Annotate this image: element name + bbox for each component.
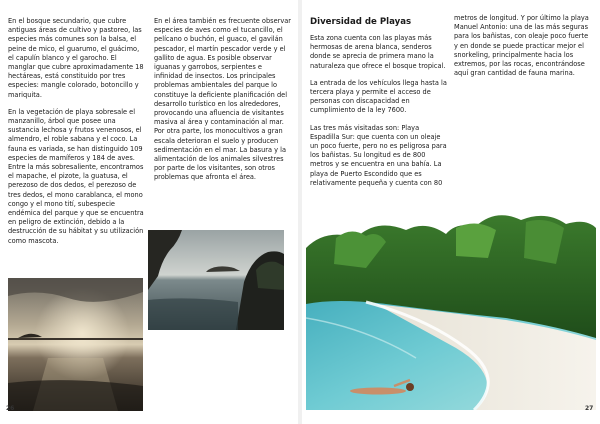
left-column-1 [8, 17, 146, 254]
right-column-1 [310, 17, 450, 196]
sunset-photo [8, 278, 143, 411]
paragraph: Esta zona cuenta con las playas más hermosas de arena blanca, senderos donde se aprecia de primera mano la naturaleza que ofrece el bosque tropical. [310, 34, 446, 70]
page-number: 26 [6, 405, 15, 412]
beach-photo [306, 208, 596, 410]
right-page [302, 0, 600, 424]
paragraph: metros de longitud. Y por último la playa Manuel Antonio: una de las más seguras para los bañistas, con oleaje poco fuerte y en donde se puede practicar mejor el snorkeling, principalmente hacia los extremos, por las rocas, encontrándose aquí gran cantidad de fauna marina. [454, 14, 589, 78]
cliff-photo [148, 230, 284, 330]
sunset-image [8, 278, 143, 411]
paragraph: En el bosque secundario, que cubre antiguas áreas de cultivo y pastoreo, las especies más comunes son la balsa, el peine de mico, el guarumo, el guácimo, el capulín blanco y el garocho. El manglar que cubre aproximadamente 18 hectáreas, está constituido por tres especies: mangle colorado, botoncillo y mariquita. [8, 17, 144, 99]
cliff-image [148, 230, 284, 330]
page-number: 27 [585, 405, 594, 412]
section-heading: Diversidad de Playas [310, 17, 412, 27]
left-page [0, 0, 298, 424]
left-column-2 [154, 17, 292, 191]
paragraph: Las tres más visitadas son: Playa Espadilla Sur: que cuenta con un oleaje un poco fuerte, pero no es peligrosa para los bañistas. Su longitud es de 800 metros y se encuentra en una bahía. La playa de Puerto Escondido que es relativamente pequeña y cuenta con 80 [310, 123, 447, 187]
right-column-2 [454, 14, 594, 86]
paragraph: En la vegetación de playa sobresale el manzanillo, árbol que posee una sustancia lechosa y frutos venenosos, el almendro, el roble sabana y el coco. La fauna es variada, se han distinguido 109 especies de mamíferos y 184 de aves. Entre la más sobresaliente, encontramos el mapache, el pizote, la guatusa, el perezoso de dos dedos, el perezoso de tres dedos, el mono carablanca, el mono congo y el mono tití, subespecie endémica del parque y que se encuentra en peligro de extinción, debido a la destrucción de su hábitat y su utilización como mascota. [8, 107, 144, 245]
beach-image [306, 208, 596, 410]
paragraph: La entrada de los vehículos llega hasta la tercera playa y permite el acceso de personas con discapacidad en cumplimiento de la ley 7600. [310, 78, 447, 115]
paragraph: En el área también es frecuente observar especies de aves como el tucancillo, el pelícano o buchón, el guaco, el gavilán pescador, el martín pescador verde y el gallito de agua. Es posible observar iguanas y garrobos, serpientes e infinidad de insectos. Los principales problemas ambientales del parque lo constituye la deficiente planificación del desarrollo turístico en los alrededores, provocando una afluencia de visitantes masiva al área y contaminación al mar. Por otra parte, los monocultivos a gran escala deterioran el suelo y producen sedimentación en el mar. La basura y la alimentación de los animales silvestres por parte de los visitantes, son otros problemas que afronta el área. [154, 17, 292, 182]
